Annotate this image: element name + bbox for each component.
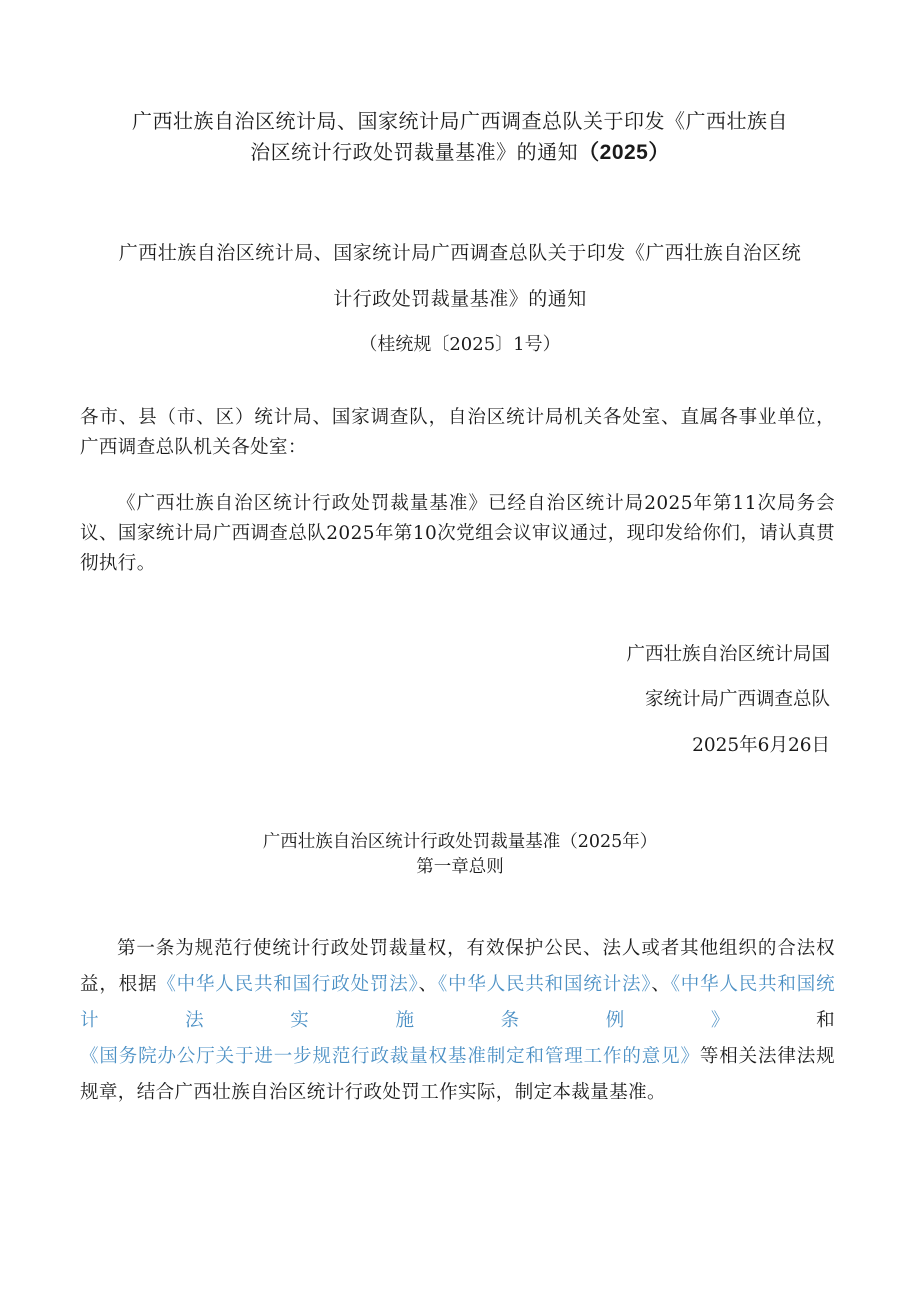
article-1 [80,931,835,1111]
document-title-line2 [0,137,920,168]
law-link-statistics-regulations[interactable]: 《中华人民共和国统计法实施条例》 [80,974,835,1031]
law-link-statistics-law[interactable]: 《中华人民共和国统计法》 [437,974,652,995]
article-1-tail: 等相关法律法规规章，结合广西壮族自治区统计行政处罚工作实际，制定本裁量基准。 [80,1046,835,1103]
document-title [0,106,920,168]
document-title-year: （2025） [578,141,670,164]
article-1-separator: 、 [418,974,438,995]
document-title-line1: 广西壮族自治区统计局、国家统计局广西调查总队关于印发《广西壮族自 [132,109,788,133]
notice-body: 《广西壮族自治区统计行政处罚裁量基准》已经自治区统计局2025年第11次局务会议、国家统计局广西调查总队2025年第10次党组会议审议通过，现印发给你们，请认真贯彻执行。 [80,493,835,574]
standard-title: 广西壮族自治区统计行政处罚裁量基准（2025年） [262,832,658,852]
document-number: （桂统规〔2025〕1号） [359,334,561,355]
law-link-state-council-opinion[interactable]: 《国务院办公厅关于进一步规范行政裁量权基准制定和管理工作的意见》 [80,1046,700,1067]
law-link-administrative-penalty[interactable]: 《中华人民共和国行政处罚法》 [157,974,419,995]
signature-line1: 广西壮族自治区统计局国 [626,644,830,665]
signature-line2: 家统计局广西调查总队 [644,689,830,710]
chapter-heading: 第一章总则 [416,857,504,877]
document-title-line2-text: 治区统计行政处罚裁量基准》的通知 [250,140,579,164]
addressee: 各市、县（市、区）统计局、国家调查队，自治区统计局机关各处室、直属各事业单位，广西调查总队机关各处室： [80,407,835,458]
article-1-lead: 第一条为规范行使统计行政处罚裁量权，有效保护公民、法人或者其他组织的合法权益，根据 [80,938,835,995]
signature-date: 2025年6月26日 [692,735,830,756]
notice-title-line1: 广西壮族自治区统计局、国家统计局广西调查总队关于印发《广西壮族自治区统 [118,242,802,264]
notice-title-line2: 计行政处罚裁量基准》的通知 [333,288,587,310]
article-1-separator: 和 [816,1010,835,1031]
article-1-separator: 、 [651,974,671,995]
